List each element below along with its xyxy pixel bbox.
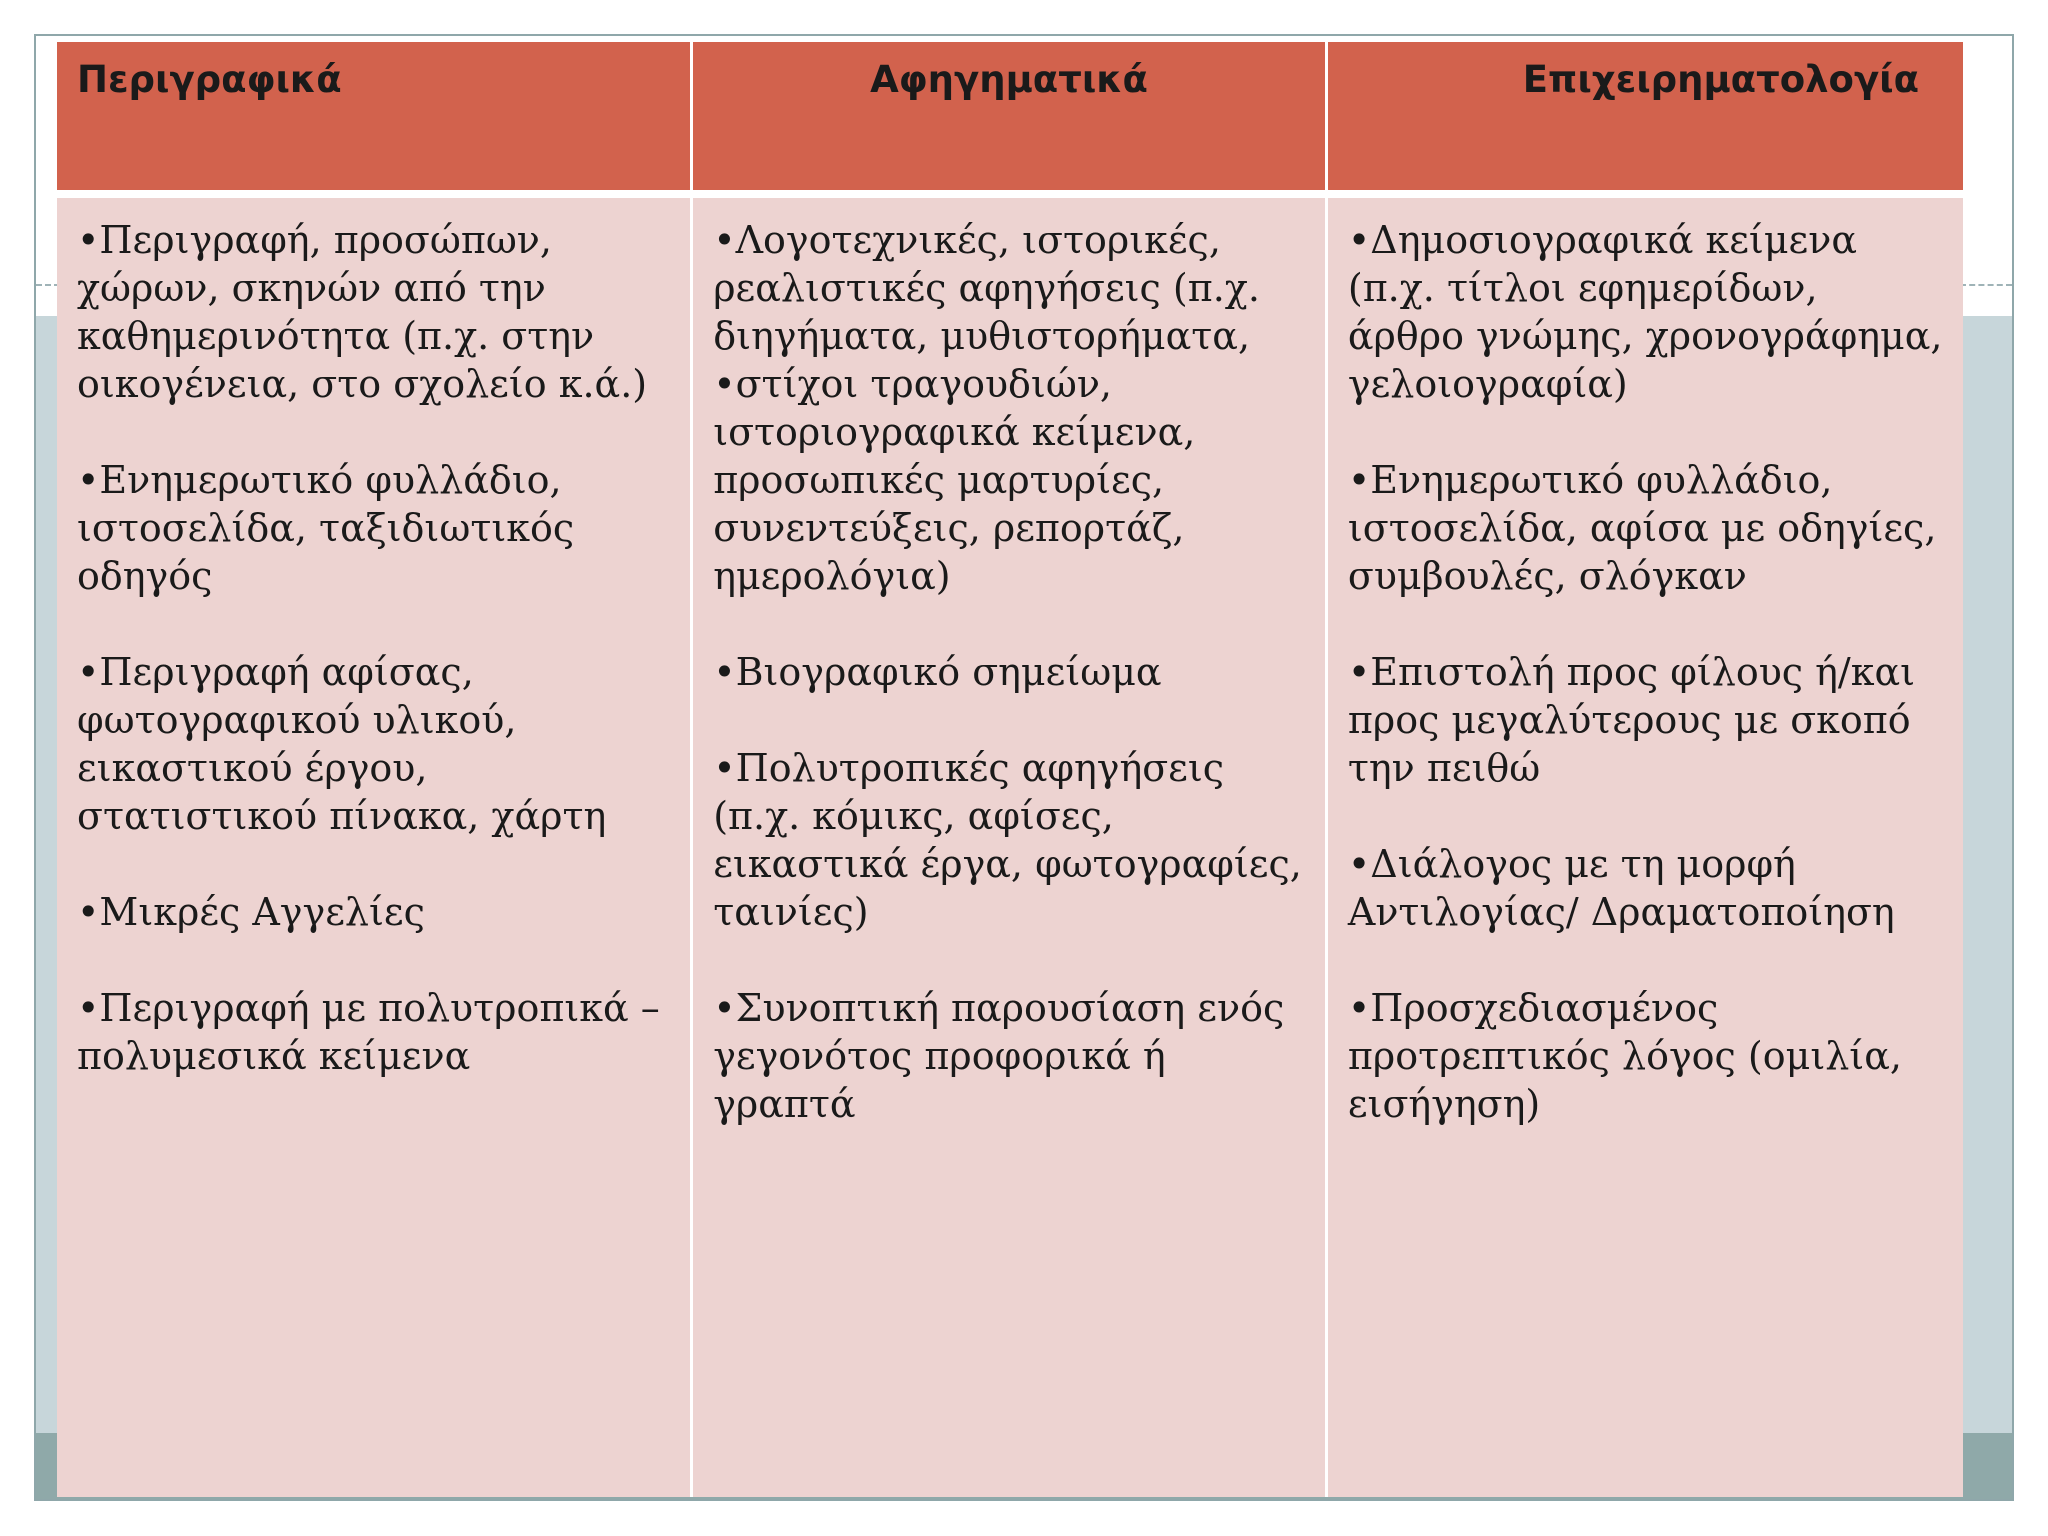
text-types-table	[57, 42, 1963, 1497]
list-item: •στίχοι τραγουδιών, ιστοριογραφικά κείμενα, προσωπικές μαρτυρίες, συνεντεύξεις, ρεπορτάζ, ημερολόγια)	[713, 362, 1196, 598]
list-item: •Συνοπτική παρουσίαση ενός γεγονότος προφορικά ή γραπτά	[713, 986, 1285, 1126]
list-item: •Δημοσιογραφικά κείμενα (π.χ. τίτλοι εφημερίδων, άρθρο γνώμης, χρονογράφημα, γελοιογραφία)	[1347, 218, 1943, 406]
table-body-row	[57, 194, 1963, 1497]
list-item: •Βιογραφικό σημείωμα	[713, 650, 1162, 694]
header-argumentative: Επιχειρηματολογία	[1326, 42, 1963, 194]
list-item: •Προσχεδιασμένος προτρεπτικός λόγος (ομιλία, εισήγηση)	[1347, 986, 1902, 1126]
list-item: •Διάλογος με τη μορφή Αντιλογίας/ Δραματοποίηση	[1347, 842, 1895, 934]
column-narrative	[692, 194, 1327, 1497]
list-item: •Ενημερωτικό φυλλάδιο, ιστοσελίδα, ταξιδιωτικός οδηγός	[77, 458, 575, 598]
list-item: •Περιγραφή με πολυτροπικά – πολυμεσικά κείμενα	[77, 986, 660, 1078]
column-descriptive	[57, 194, 692, 1497]
list-item: •Μικρές Αγγελίες	[77, 890, 425, 934]
list-item: •Λογοτεχνικές, ιστορικές, ρεαλιστικές αφηγήσεις (π.χ. διηγήματα, μυθιστορήματα,	[713, 218, 1260, 358]
header-descriptive: Περιγραφικά	[57, 42, 692, 194]
list-item: •Ενημερωτικό φυλλάδιο, ιστοσελίδα, αφίσα με οδηγίες, συμβουλές, σλόγκαν	[1347, 458, 1937, 598]
divider-dashed-right	[1960, 284, 2012, 286]
table-header-row	[57, 42, 1963, 194]
list-item: •Περιγραφή αφίσας, φωτογραφικού υλικού, εικαστικού έργου, στατιστικού πίνακα, χάρτη	[77, 650, 607, 838]
list-item: •Περιγραφή, προσώπων, χώρων, σκηνών από την καθημερινότητα (π.χ. στην οικογένεια, στο σχολείο κ.ά.)	[77, 218, 648, 406]
list-item: •Πολυτροπικές αφηγήσεις (π.χ. κόμικς, αφίσες, εικαστικά έργα, φωτογραφίες, ταινίες)	[713, 746, 1302, 934]
header-narrative: Αφηγηματικά	[692, 42, 1327, 194]
column-argumentative	[1326, 194, 1963, 1497]
list-item: •Επιστολή προς φίλους ή/και προς μεγαλύτερους με σκοπό την πειθώ	[1347, 650, 1916, 790]
